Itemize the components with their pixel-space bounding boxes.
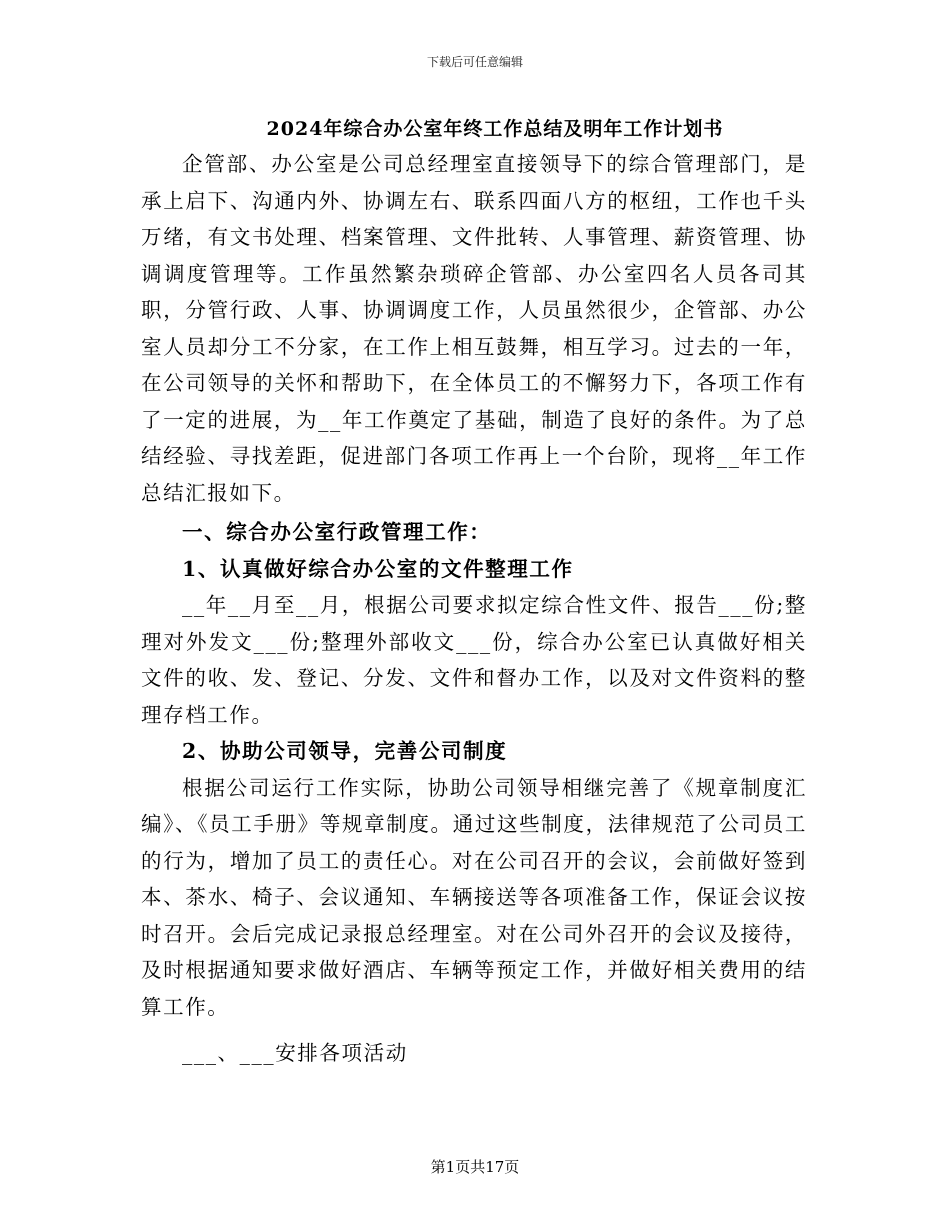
item-paragraph: __年__月至__月，根据公司要求拟定综合性文件、报告___份;整理对外发文___份;整理外部收文___份，综合办公室已认真做好相关文件的收、发、登记、分发、文件和督办工作，以及对文件资料的整理存档工作。	[141, 593, 807, 727]
page-header: 下载后可任意编辑	[426, 55, 523, 69]
document-body	[141, 146, 807, 1072]
item-paragraph: ___、___安排各项活动	[182, 1041, 408, 1065]
item-heading: 1、认真做好综合办公室的文件整理工作	[182, 556, 574, 581]
item-heading: 2、协助公司领导，完善公司制度	[182, 739, 508, 763]
section-heading: 一、综合办公室行政管理工作：	[182, 520, 492, 544]
page-footer: 第1页共17页	[430, 1158, 520, 1176]
intro-paragraph: 企管部、办公室是公司总经理室直接领导下的综合管理部门，是承上启下、沟通内外、协调左右、联系四面八方的枢纽，工作也千头万绪，有文书处理、档案管理、文件批转、人事管理、薪资管理、协调调度管理等。工作虽然繁杂琐碎企管部、办公室四名人员各司其职，分管行政、人事、协调调度工作，人员虽然很少，企管部、办公室人员却分工不分家，在工作上相互鼓舞，相互学习。过去的一年，在公司领导的关怀和帮助下，在全体员工的不懈努力下，各项工作有了一定的进展，为__年工作奠定了基础，制造了良好的条件。为了总结经验、寻找差距，促进部门各项工作再上一个台阶，现将__年工作总结汇报如下。	[141, 152, 807, 505]
document-title: 2024年综合办公室年终工作总结及明年工作计划书	[266, 118, 724, 140]
item-paragraph: 根据公司运行工作实际，协助公司领导相继完善了《规章制度汇编》、《员工手册》等规章制度。通过这些制度，法律规范了公司员工的行为，增加了员工的责任心。对在公司召开的会议，会前做好签到本、茶水、椅子、会议通知、车辆接送等各项准备工作，保证会议按时召开。会后完成记录报总经理室。对在公司外召开的会议及接待，及时根据通知要求做好酒店、车辆等预定工作，并做好相关费用的结算工作。	[141, 775, 807, 1019]
